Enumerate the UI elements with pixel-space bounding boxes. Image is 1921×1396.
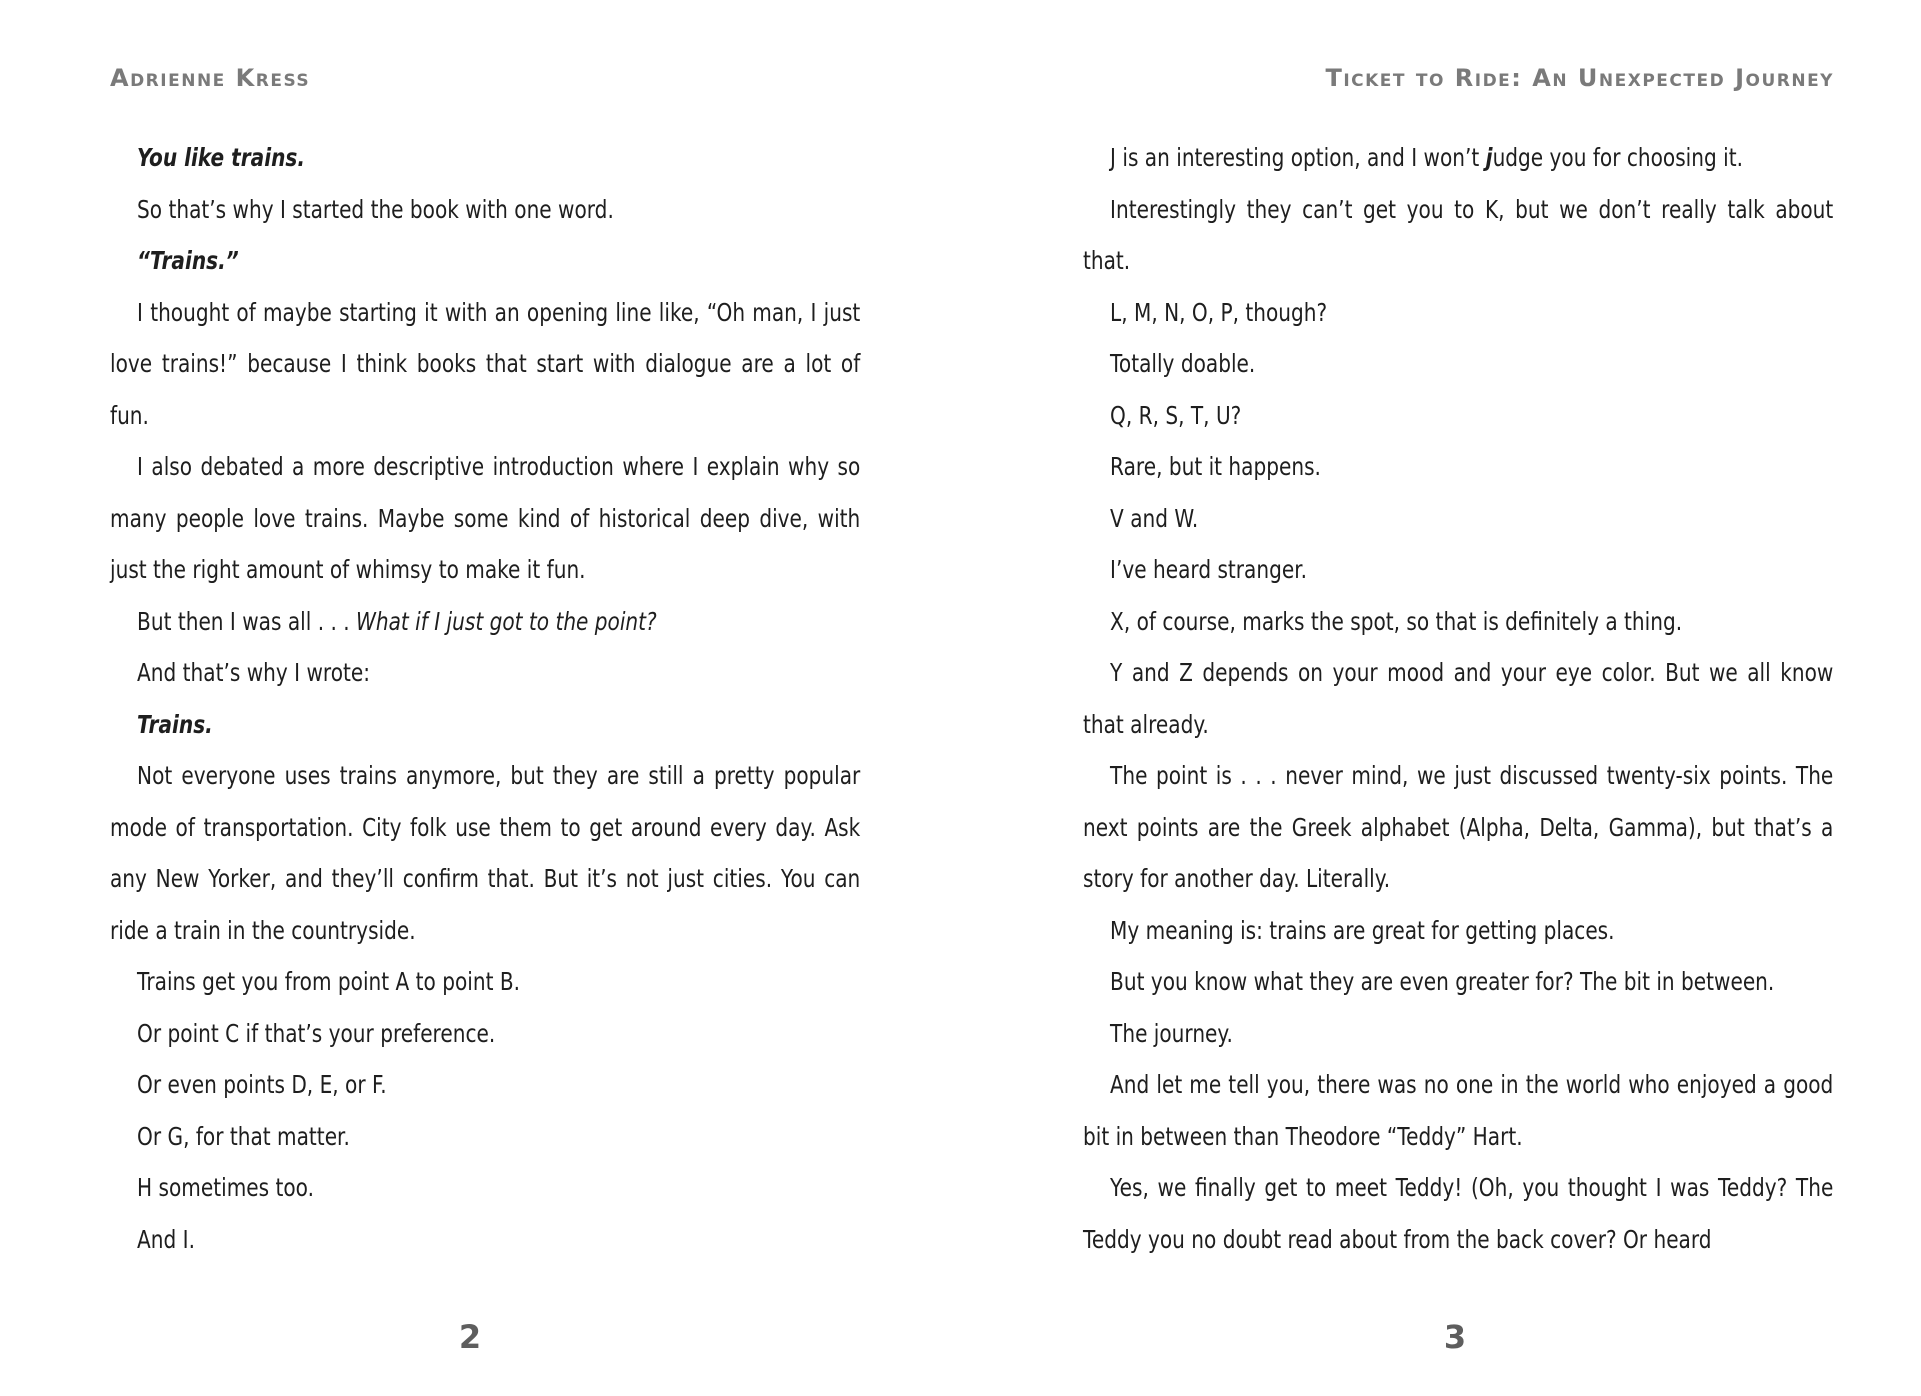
paragraph [110,699,860,751]
text-run: I also debated a more descriptive introduction where I explain why so many people love trains. Maybe some kind of historical deep dive, with just the right amount of whimsy to make it fun. [110,452,861,584]
paragraph [110,956,860,1008]
text-run: And I. [137,1224,195,1254]
text-run: I thought of maybe starting it with an opening line like, “Oh man, I just love trains!” because I think books that start with dialogue are a lot of fun. [110,297,861,430]
text-run: Y and Z depends on your mood and your eye color. But we all know that already. [1083,658,1834,739]
text-run: My meaning is: trains are great for getting places. [1110,915,1615,945]
page-number: 2 [458,1318,482,1356]
text-run: But you know what they are even greater for? The bit in between. [1110,967,1775,996]
paragraph [110,1162,860,1214]
text-run: Interestingly they can’t get you to K, but we don’t really talk about that. [1083,194,1834,275]
paragraph [110,1111,860,1163]
paragraph [1083,493,1833,545]
paragraph [110,1059,860,1111]
text-run: And let me tell you, there was no one in the world who enjoyed a good bit in between than Theodore “Teddy” Hart. [1083,1070,1834,1151]
text-run: Or G, for that matter. [137,1121,350,1151]
text-run: X, of course, marks the spot, so that is definitely a thing. [1110,606,1683,636]
text-run: Rare, but it happens. [1110,452,1321,481]
paragraph [110,441,860,596]
paragraph [1083,338,1833,390]
paragraph [1083,1162,1833,1265]
italic-text: What if I just got to the point? [356,606,657,636]
text-run: J is an interesting option, and I won’t [1110,143,1486,172]
right-page [960,0,1921,1396]
paragraph [1083,905,1833,957]
emphasis-text: Trains. [137,709,213,739]
paragraph [1083,390,1833,442]
body-text-left [110,132,860,1265]
paragraph [110,647,860,699]
paragraph [1083,647,1833,750]
paragraph [1083,287,1833,339]
paragraph [110,1214,860,1266]
paragraph [1083,956,1833,1008]
body-text-right [1083,132,1833,1265]
text-run: The point is . . . never mind, we just discussed twenty-six points. The next points are the Greek alphabet (Alpha, Delta, Gamma), but that’s a story for another day. Literally. [1083,761,1834,893]
paragraph [1083,544,1833,596]
text-run: udge you for choosing it. [1492,143,1743,172]
left-page [0,0,960,1396]
text-run: Q, R, S, T, U? [1110,400,1242,430]
text-run: Trains get you from point A to point B. [137,967,521,996]
text-run: So that’s why I started the book with one word. [137,194,614,224]
paragraph [110,596,860,648]
text-run: V and W. [1110,503,1199,533]
text-run: Or even points D, E, or F. [137,1070,387,1099]
paragraph [1083,1059,1833,1162]
text-run: But then I was all . . . [137,606,357,636]
text-run: Or point C if that’s your preference. [137,1018,496,1048]
paragraph [1083,184,1833,287]
paragraph [110,132,860,184]
text-run: The journey. [1110,1018,1233,1048]
paragraph [1083,441,1833,493]
paragraph [110,750,860,956]
text-run: L, M, N, O, P, though? [1110,297,1328,327]
running-head-title: Ticket to Ride: An Unexpected Journey [1325,64,1834,92]
emphasis-text: “Trains.” [137,246,239,275]
page-number: 3 [1443,1318,1467,1356]
paragraph [110,235,860,287]
emphasis-text: You like trains. [137,143,306,172]
paragraph [110,184,860,236]
paragraph [1083,1008,1833,1060]
paragraph [1083,596,1833,648]
paragraph [110,1008,860,1060]
paragraph [110,287,860,442]
text-run: Totally doable. [1110,349,1256,378]
paragraph [1083,750,1833,905]
running-head-author: Adrienne Kress [110,64,311,92]
text-run: I’ve heard stranger. [1110,555,1308,584]
text-run: Not everyone uses trains anymore, but they are still a pretty popular mode of transportation. City folk use them to get around every day. Ask any New Yorker, and they’ll confirm that. But it’s not just cities. You can ride a train in the countryside. [110,761,861,945]
emphasis-text: j [1485,143,1493,172]
paragraph [1083,132,1833,184]
text-run: And that’s why I wrote: [137,658,371,687]
text-run: H sometimes too. [137,1173,314,1202]
text-run: Yes, we finally get to meet Teddy! (Oh, you thought I was Teddy? The Teddy you no doubt read about from the back cover? Or heard [1083,1173,1834,1254]
